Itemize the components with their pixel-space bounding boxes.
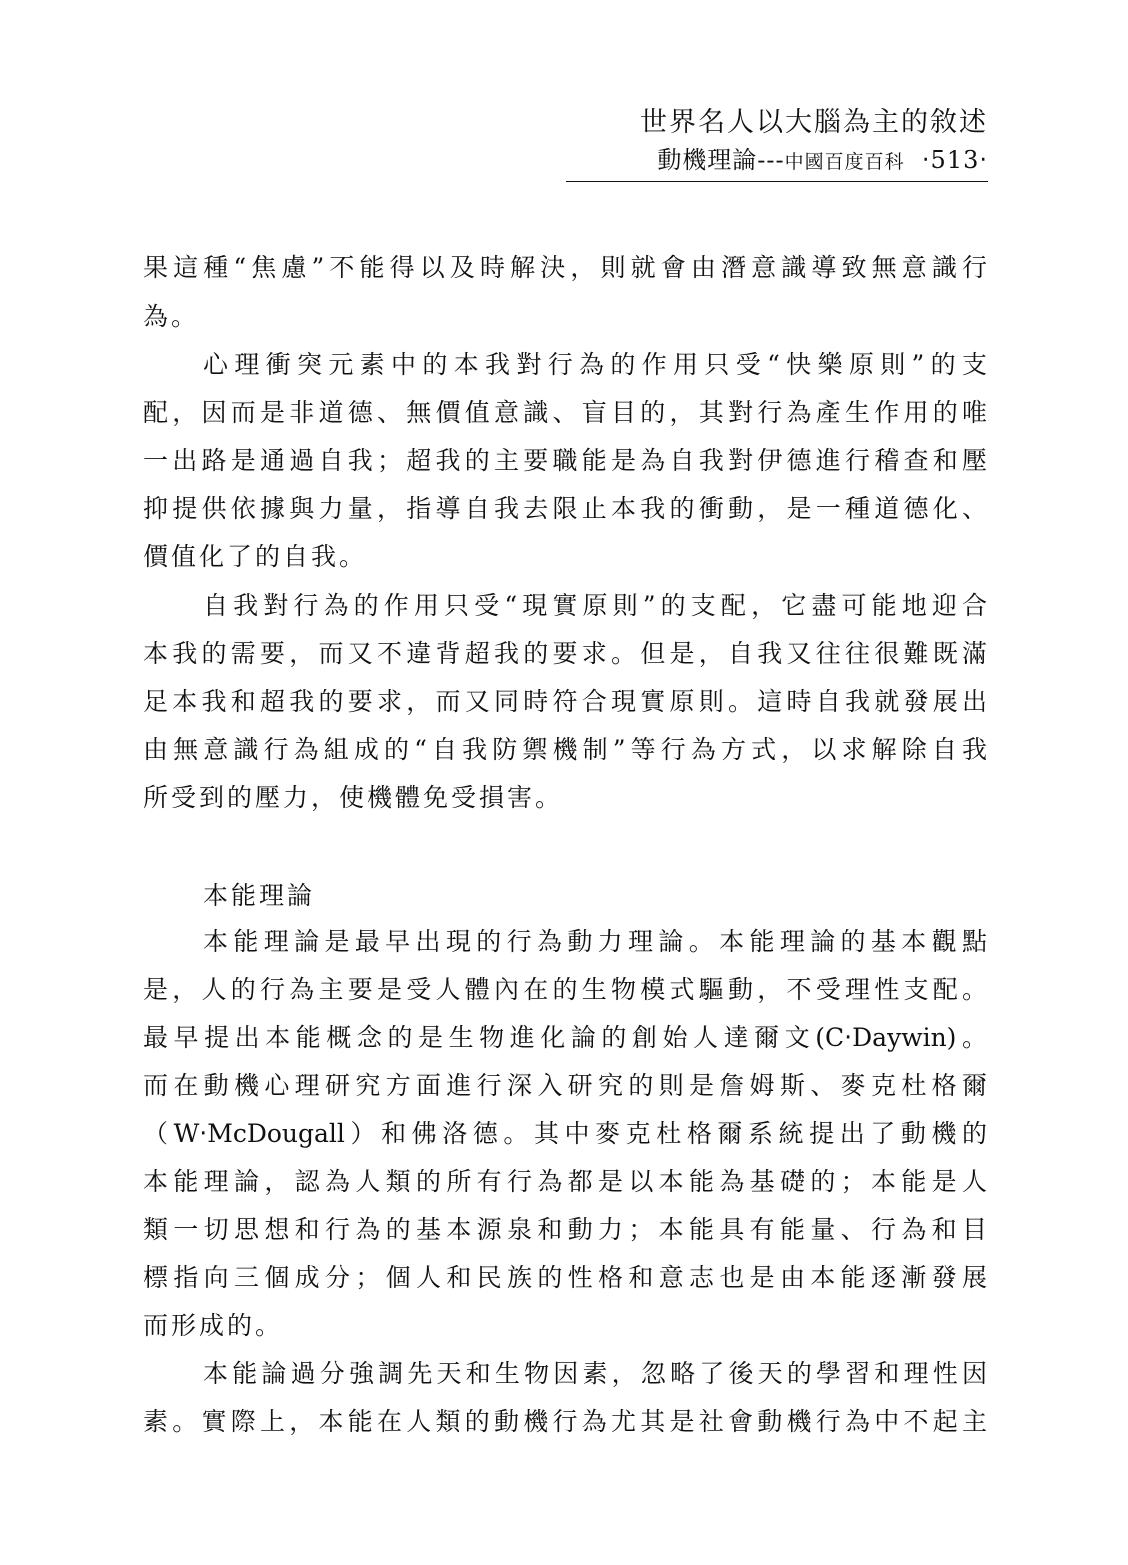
text-line: （W‧McDougall）和佛洛德。其中麥克杜格爾系統提出了動機的 (143, 1119, 987, 1148)
text-line: 心理衝突元素中的本我對行為的作用只受“快樂原則”的支 (203, 350, 987, 379)
text-line: 而形成的。 (143, 1311, 284, 1340)
text-line: 價值化了的自我。 (143, 542, 368, 571)
header-subtitle (566, 142, 988, 178)
text-line: 是，人的行為主要是受人體內在的生物模式驅動，不受理性支配。 (143, 975, 987, 1004)
text-line: 所受到的壓力，使機體免受損害。 (143, 783, 564, 812)
text-line: 一出路是通過自我；超我的主要職能是為自我對伊德進行稽查和壓 (143, 446, 987, 475)
text-line: 為。 (143, 302, 200, 331)
text-line: 而在動機心理研究方面進行深入研究的則是詹姆斯、麥克杜格爾 (143, 1071, 987, 1100)
text-line: 本能理論，認為人類的所有行為都是以本能為基礎的；本能是人 (143, 1167, 987, 1196)
header-rule (566, 181, 988, 182)
header-title: 世界名人以大腦為主的敘述 (640, 107, 988, 138)
text-line: 抑提供依據與力量，指導自我去限止本我的衝動，是一種道德化、 (143, 494, 987, 523)
text-line: 本能理論是最早出現的行為動力理論。本能理論的基本觀點 (203, 927, 987, 956)
text-line: 自我對行為的作用只受“現實原則”的支配，它盡可能地迎合 (203, 591, 987, 620)
text-line: 素。實際上，本能在人類的動機行為尤其是社會動機行為中不起主 (143, 1407, 987, 1436)
text-line: 由無意識行為組成的“自我防禦機制”等行為方式，以求解除自我 (143, 735, 987, 764)
text-line: 配，因而是非道德、無價值意識、盲目的，其對行為產生作用的唯 (143, 398, 987, 427)
text-line: 類一切思想和行為的基本源泉和動力；本能具有能量、行為和目 (143, 1215, 987, 1244)
text-line: 最早提出本能概念的是生物進化論的創始人達爾文(C‧Daywin)。 (143, 1023, 987, 1052)
text-line: 足本我和超我的要求，而又同時符合現實原則。這時自我就發展出 (143, 687, 987, 716)
section-heading: 本能理論 (203, 881, 316, 910)
header-subtitle-main: 動機理論--- (657, 146, 785, 174)
header-subtitle-small: 中國百度百科 (784, 151, 905, 173)
text-line: 標指向三個成分；個人和民族的性格和意志也是由本能逐漸發展 (143, 1263, 987, 1292)
text-line: 本能論過分強調先天和生物因素，忽略了後天的學習和理性因 (203, 1359, 987, 1388)
text-line: 果這種“焦慮”不能得以及時解決，則就會由潛意識導致無意識行 (143, 253, 987, 282)
page-number: ‧513‧ (921, 146, 988, 174)
text-line: 本我的需要，而又不違背超我的要求。但是，自我又往往很難既滿 (143, 639, 987, 668)
running-header (566, 104, 988, 182)
